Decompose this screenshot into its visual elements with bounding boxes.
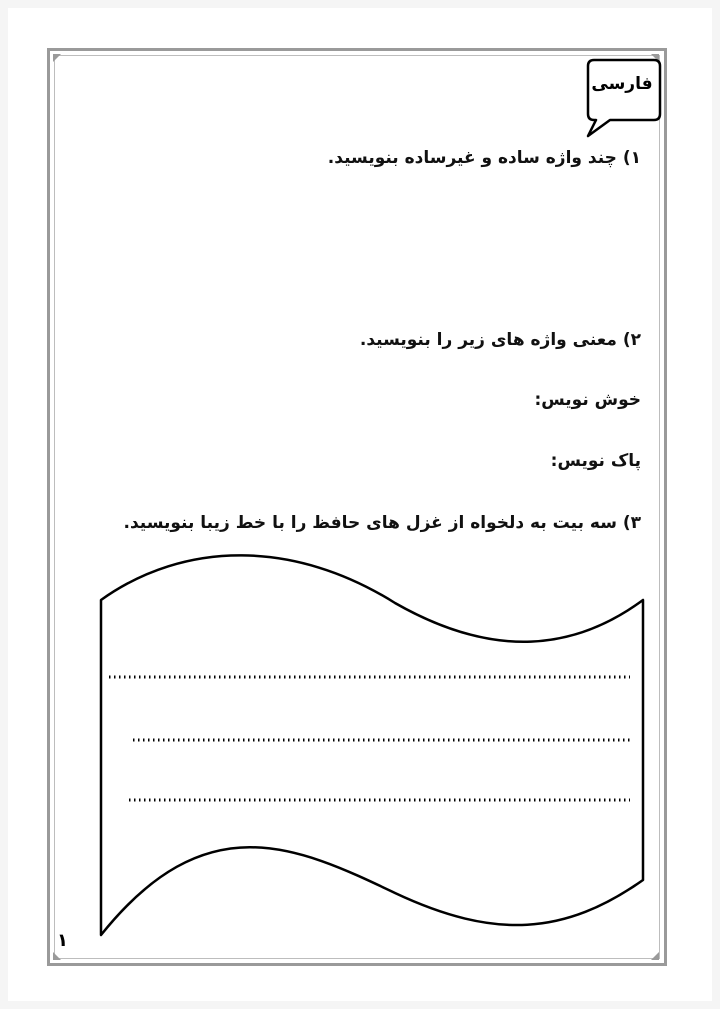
word-item: خوش نویس: [534, 390, 641, 410]
page-number: ۱ [57, 930, 68, 951]
question-1: ۱) چند واژه ساده و غیرساده بنویسید. [327, 148, 641, 168]
border-corner-bottom-right [651, 952, 659, 960]
border-corner-bottom-left [53, 952, 61, 960]
question-3: ۳) سه بیت به دلخواه از غزل های حافظ را با خط زیبا بنویسید. [123, 513, 641, 533]
word-item: پاک نویس: [550, 451, 641, 471]
banner-outline [101, 555, 643, 935]
border-corner-top-left [53, 54, 61, 62]
speech-bubble-icon [580, 56, 664, 138]
writing-banner [95, 545, 655, 940]
subject-title: فارسی [591, 74, 653, 94]
question-2: ۲) معنی واژه های زیر را بنویسید. [359, 330, 641, 350]
